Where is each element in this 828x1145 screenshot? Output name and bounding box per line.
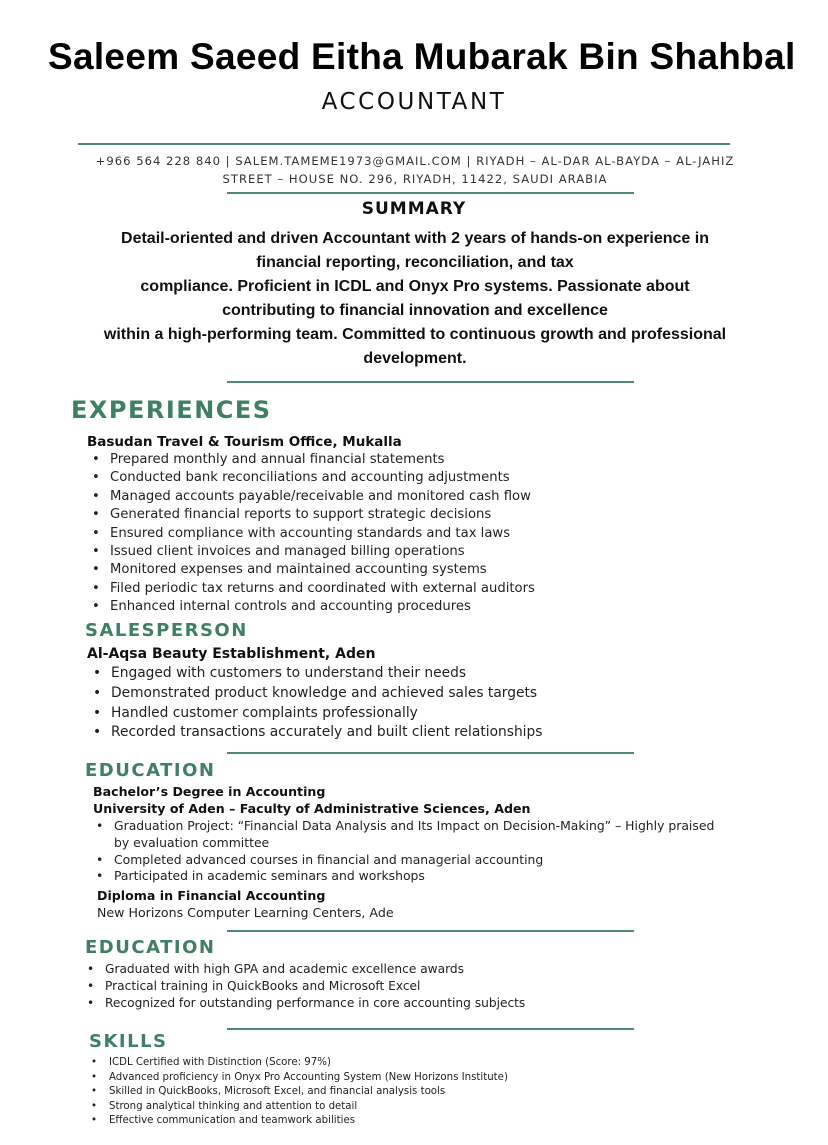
list-item: • Engaged with customers to understand their needs (111, 664, 791, 684)
list-item: • Recognized for outstanding performance in core accounting subjects (105, 995, 745, 1012)
skills-list (109, 1056, 749, 1129)
salesperson-list (111, 664, 791, 743)
list-item: • Handled customer complaints professionally (111, 704, 791, 724)
list-item: • Monitored expenses and maintained accounting systems (110, 561, 790, 579)
summary-line: Detail-oriented and driven Accountant with 2 years of hands-on experience in (121, 230, 709, 247)
diploma-school: New Horizons Computer Learning Centers, Ade (97, 905, 394, 920)
list-item: • Participated in academic seminars and workshops (114, 868, 724, 885)
list-item: • Graduated with high GPA and academic excellence awards (105, 961, 745, 978)
salesperson-organization: Al-Aqsa Beauty Establishment, Aden (87, 646, 376, 662)
summary-text (70, 227, 760, 371)
skills-divider (227, 1028, 634, 1030)
education2-divider (227, 930, 634, 932)
education2-heading: EDUCATION (85, 937, 216, 958)
candidate-name: Saleem Saeed Eitha Mubarak Bin Shahbal (48, 36, 796, 77)
summary-line: compliance. Proficient in ICDL and Onyx Pro systems. Passionate about (140, 278, 690, 295)
list-item: • Skilled in QuickBooks, Microsoft Excel, and financial analysis tools (109, 1085, 749, 1100)
list-item: • Graduation Project: “Financial Data Analysis and Its Impact on Decision-Making” – Highly praised by evaluation committee (114, 818, 724, 852)
summary-heading: SUMMARY (361, 199, 467, 219)
education2-list (105, 961, 745, 1012)
summary-line: contributing to financial innovation and excellence (222, 302, 608, 319)
job-title: ACCOUNTANT (321, 89, 507, 115)
education-list (114, 818, 724, 885)
list-item: • ICDL Certified with Distinction (Score: 97%) (109, 1056, 749, 1071)
list-item: • Recorded transactions accurately and built client relationships (111, 723, 791, 743)
header-divider (78, 143, 730, 145)
summary-line: financial reporting, reconciliation, and tax (256, 254, 574, 271)
list-item: • Prepared monthly and annual financial statements (110, 451, 790, 469)
contact-line-2: STREET – HOUSE NO. 296, RIYADH, 11422, SAUDI ARABIA (222, 172, 608, 186)
summary-divider (227, 381, 634, 383)
experience-organization: Basudan Travel & Tourism Office, Mukalla (87, 434, 402, 450)
salesperson-heading: SALESPERSON (85, 620, 248, 641)
degree-title: Bachelor’s Degree in Accounting (93, 784, 326, 799)
contact-line-1: +966 564 228 840 | SALEM.TAMEME1973@GMAIL.COM | RIYADH – AL-DAR AL-BAYDA – AL-JAHIZ (95, 154, 735, 168)
list-item: • Managed accounts payable/receivable and monitored cash flow (110, 488, 790, 506)
contact-info (70, 152, 760, 188)
list-item: • Completed advanced courses in financial and managerial accounting (114, 852, 724, 869)
experience-list (110, 451, 790, 617)
list-item: • Practical training in QuickBooks and Microsoft Excel (105, 978, 745, 995)
skills-heading: SKILLS (89, 1031, 168, 1052)
list-item: • Advanced proficiency in Onyx Pro Accounting System (New Horizons Institute) (109, 1071, 749, 1086)
list-item: • Enhanced internal controls and accounting procedures (110, 598, 790, 616)
list-item: • Issued client invoices and managed billing operations (110, 543, 790, 561)
contact-divider (227, 192, 634, 194)
summary-line: within a high-performing team. Committed to continuous growth and professional (103, 326, 727, 343)
experiences-heading: EXPERIENCES (71, 396, 272, 424)
university-name: University of Aden – Faculty of Administrative Sciences, Aden (93, 801, 531, 816)
list-item: • Filed periodic tax returns and coordinated with external auditors (110, 580, 790, 598)
list-item: • Conducted bank reconciliations and accounting adjustments (110, 469, 790, 487)
list-item: • Demonstrated product knowledge and achieved sales targets (111, 684, 791, 704)
education-divider (227, 752, 634, 754)
list-item: • Generated financial reports to support strategic decisions (110, 506, 790, 524)
list-item: • Effective communication and teamwork abilities (109, 1114, 749, 1129)
education-heading: EDUCATION (85, 760, 216, 781)
list-item: • Ensured compliance with accounting standards and tax laws (110, 525, 790, 543)
summary-line: development. (363, 350, 467, 367)
diploma-title: Diploma in Financial Accounting (97, 888, 326, 903)
list-item: • Strong analytical thinking and attention to detail (109, 1100, 749, 1115)
